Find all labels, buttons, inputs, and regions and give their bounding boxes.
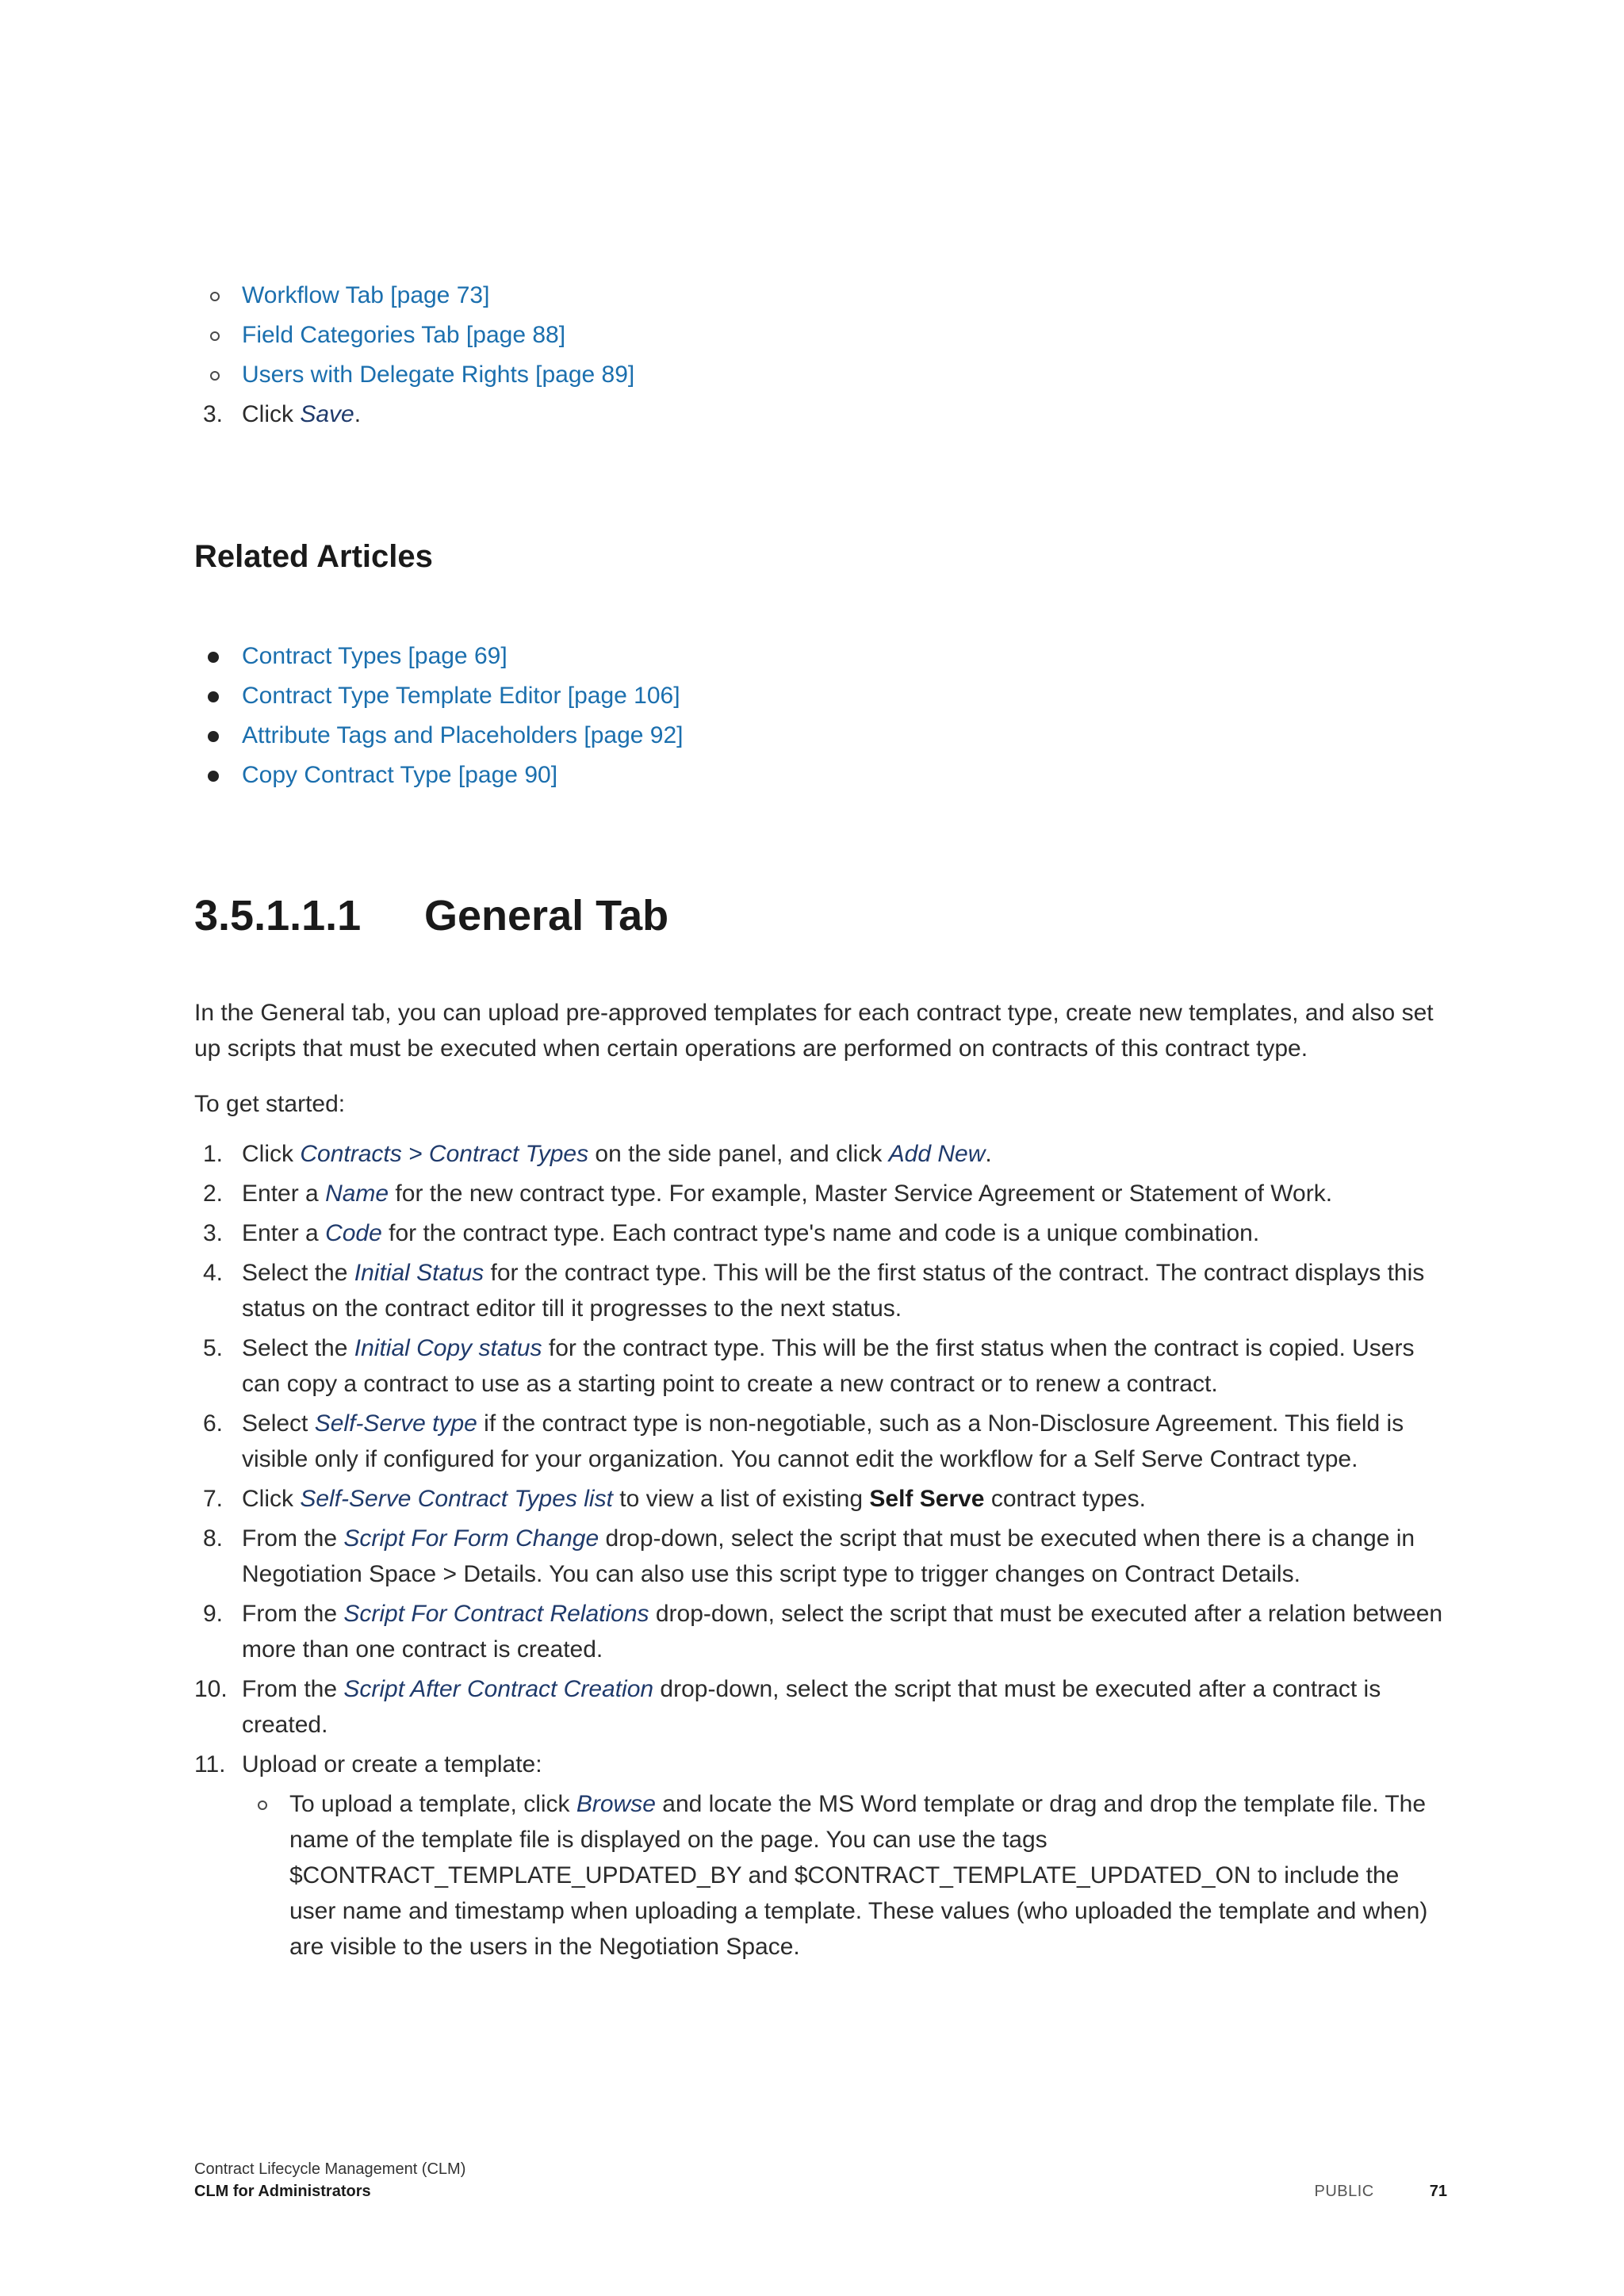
step-number: 3. [202,1220,223,1246]
step-text: for the contract type. This will be the first status of the contract. The contract displays this status on the contract editor till it progresses to the next status. [242,1260,1425,1322]
step-text: for the contract type. This will be the first status when the contract is copied. Users can copy a contract to use as a starting point to create a new contract or to renew a contract. [242,1335,1415,1397]
sub-step-list [242,1786,1447,1965]
ui-term: Browse [576,1791,656,1817]
footer-doc-title: Contract Lifecycle Management (CLM) [194,2160,466,2178]
ui-term: Code [325,1220,382,1246]
step-item [194,396,1447,432]
ui-term: Self-Serve type [314,1410,477,1437]
hollow-bullet-icon [258,1800,267,1810]
step-text: to view a list of existing [612,1486,870,1512]
step-text: if the contract type is non-negotiable, such as a Non-Disclosure Agreement. This field is visible only if configured for your organization. You cannot edit the workflow for a Self Serve Contract type. [242,1410,1404,1472]
bold-term: Self Serve [869,1486,985,1512]
step-item [194,1596,1447,1667]
step-text: drop-down, select the script that must be executed when there is a change in Negotiation Space > Details. You can also use this script type to trigger changes on Contract Details. [242,1525,1415,1587]
ui-term: Self-Serve Contract Types list [300,1486,613,1512]
related-articles-list [194,638,684,797]
footer-doc-subtitle: CLM for Administrators [194,2183,371,2200]
hollow-bullet-icon [210,292,220,301]
step-number: 11. [194,1751,226,1777]
step-number: 3. [202,401,223,427]
link-field-categories-tab[interactable]: Field Categories Tab [page 88] [242,322,566,348]
step-text: Select the [242,1260,354,1286]
bullet-icon [208,652,219,663]
ui-term: Contracts > Contract Types [300,1141,589,1167]
step-number: 7. [202,1486,223,1512]
hollow-bullet-icon [210,371,220,381]
step-text: for the contract type. Each contract type's name and code is a unique combination. [381,1220,1260,1246]
ui-term: Name [325,1181,389,1207]
footer-right [1315,2180,1448,2202]
step-item [194,1481,1447,1517]
setup-steps-list [194,1136,1447,1969]
classification-label: PUBLIC [1314,2183,1374,2200]
step-text: Select [242,1410,315,1437]
ui-term-save: Save [300,401,354,427]
step-3-list [194,396,1447,432]
step-item [194,1215,1447,1251]
ui-term: Script For Form Change [343,1525,599,1552]
step-item [194,1255,1447,1326]
ui-term: Initial Copy status [354,1335,542,1361]
link-template-editor[interactable]: Contract Type Template Editor [page 106] [242,683,680,709]
ui-term: Add New [888,1141,986,1167]
ui-term: Script After Contract Creation [343,1676,654,1702]
step-number: 5. [202,1335,223,1361]
page-number: 71 [1429,2183,1447,2200]
step-text: . [985,1141,992,1167]
step-item [194,1406,1447,1477]
step-text: Click [242,1141,301,1167]
step-text: for the new contract type. For example, Master Service Agreement or Statement of Work. [389,1181,1333,1207]
step-number: 4. [202,1260,223,1286]
ui-term: Initial Status [354,1260,485,1286]
step-item [194,1671,1447,1743]
step-text: From the [242,1525,344,1552]
list-item [242,638,684,678]
step-text: drop-down, select the script that must be executed after a relation between more than one contract is created. [242,1601,1443,1663]
step-text: Select the [242,1335,354,1361]
bullet-icon [208,731,219,742]
step-text: Enter a [242,1181,326,1207]
link-attribute-tags[interactable]: Attribute Tags and Placeholders [page 92] [242,722,684,748]
step-number: 8. [202,1525,223,1552]
step-text: Enter a [242,1220,326,1246]
step-number: 2. [202,1181,223,1207]
step-text: drop-down, select the script that must be executed after a contract is created. [242,1676,1381,1738]
list-item [242,357,1447,396]
step-item [194,1521,1447,1592]
step-text: on the side panel, and click [588,1141,889,1167]
section-heading [194,892,668,939]
step-text: Click [242,401,301,427]
intro-paragraph: In the General tab, you can upload pre-approved templates for each contract type, create new templates, and also set up scripts that must be executed when certain operations are performed on contracts of this contract type. [194,1000,1434,1062]
step-text: contract types. [984,1486,1146,1512]
list-item [242,317,1447,357]
step-item [194,1330,1447,1402]
bullet-icon [208,771,219,782]
bullet-icon [208,691,219,702]
step-number: 9. [202,1601,223,1627]
page-footer [194,2158,1447,2202]
ui-term: Script For Contract Relations [343,1601,649,1627]
list-item [242,277,1447,317]
step-item [194,1136,1447,1172]
list-item [242,757,684,797]
link-contract-types[interactable]: Contract Types [page 69] [242,643,508,669]
get-started-text: To get started: [194,1091,346,1117]
step-number: 1. [202,1141,223,1167]
link-copy-contract-type[interactable]: Copy Contract Type [page 90] [242,762,558,788]
list-item [242,678,684,718]
step-text: and locate the MS Word template or drag and drop the template file. The name of the template file is displayed on the page. You can use the tags $CONTRACT_TEMPLATE_UPDATED_BY and $CONTRACT_TEMPLATE_UPDATED_ON to include the user name and timestamp when uploading a template. These values (who uploaded the template and when) are visible to the users in the Negotiation Space. [289,1791,1428,1960]
step-text: From the [242,1601,344,1627]
step-text-suffix: . [354,401,362,427]
workflow-sublinks [194,277,1447,396]
link-workflow-tab[interactable]: Workflow Tab [page 73] [242,282,490,308]
page-content [194,277,1447,1960]
section-title: General Tab [424,892,669,939]
sub-step-item [289,1786,1447,1965]
step-item [194,1747,1447,1965]
step-text: To upload a template, click [289,1791,576,1817]
step-number: 10. [194,1676,228,1702]
step-text: From the [242,1676,344,1702]
list-item [242,718,684,757]
link-users-delegate-rights[interactable]: Users with Delegate Rights [page 89] [242,362,635,388]
step-text: Click [242,1486,301,1512]
step-number: 6. [202,1410,223,1437]
hollow-bullet-icon [210,331,220,341]
step-text: Upload or create a template: [242,1751,542,1777]
section-number: 3.5.1.1.1 [194,892,362,939]
step-item [194,1176,1447,1211]
related-articles-heading: Related Articles [194,539,433,574]
